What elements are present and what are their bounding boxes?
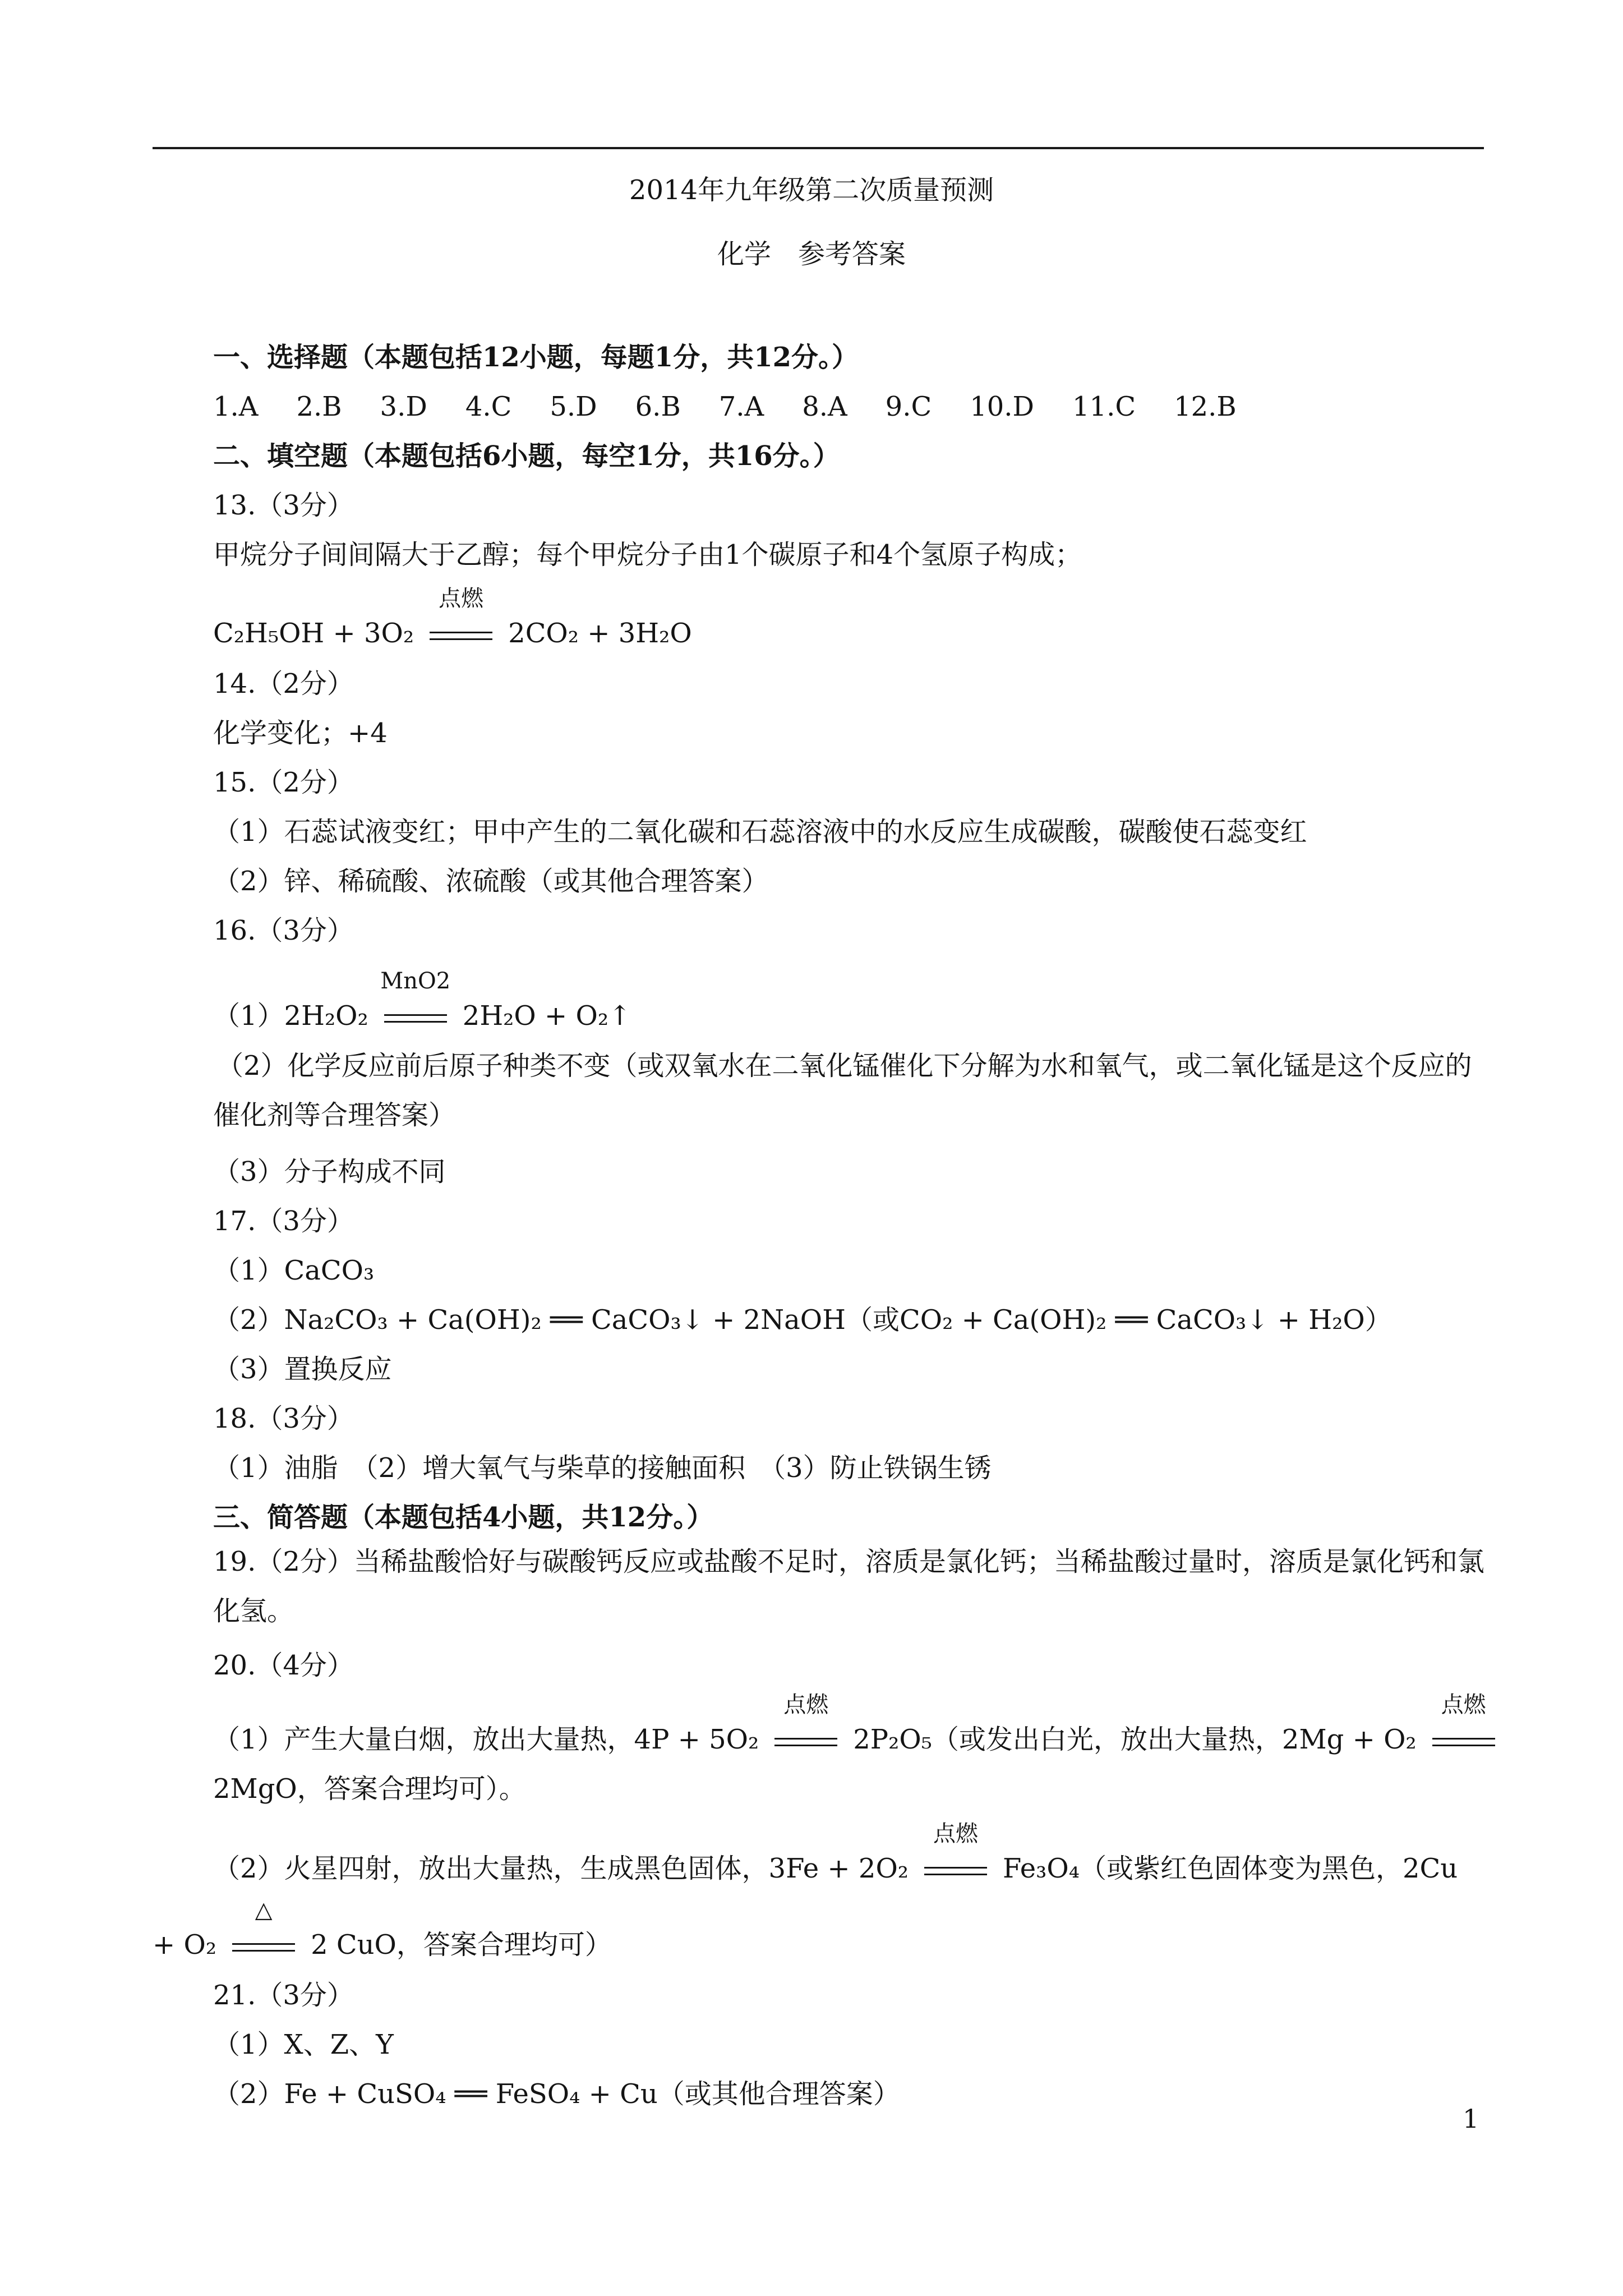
reaction-arrow: MnO2	[376, 1000, 455, 1032]
q16-heading: 16.（3分）	[213, 915, 354, 946]
q18-answer: （1）油脂 （2）增大氧气与柴草的接触面积 （3）防止铁锅生锈	[213, 1452, 992, 1484]
q13-equation: C₂H₅OH + 3O₂ 点燃 2CO₂ + 3H₂O	[213, 586, 692, 649]
reaction-arrow: △	[224, 1929, 303, 1961]
reaction-arrow: 点燃	[422, 617, 500, 650]
reaction-arrow: 点燃	[916, 1852, 995, 1885]
q17-answer-3: （3）置换反应	[213, 1354, 392, 1385]
choice-answers	[213, 390, 1237, 423]
choice-answer: 12.B	[1174, 391, 1237, 422]
choice-answer: 2.B	[296, 391, 342, 422]
choice-answer: 6.B	[635, 391, 681, 422]
page-subtitle: 化学 参考答案	[717, 238, 906, 270]
q13-heading: 13.（3分）	[213, 490, 354, 521]
q14-heading: 14.（2分）	[213, 668, 354, 700]
reaction-arrow: 点燃	[767, 1723, 845, 1756]
q21-answer-1: （1）X、Z、Y	[213, 2029, 394, 2060]
choice-answer: 10.D	[970, 391, 1035, 422]
q20-answer-2: （2）火星四射，放出大量热，生成黑色固体，3Fe + 2O₂ 点燃 Fe₃O₄（或紫红色固体变为黑色，2Cu	[213, 1821, 1458, 1884]
q15-heading: 15.（2分）	[213, 767, 354, 798]
q21-answer-2: （2）Fe + CuSO₄ ══ FeSO₄ + Cu（或其他合理答案）	[213, 2078, 900, 2110]
q14-answer: 化学变化；+4	[213, 717, 388, 749]
q17-answer-2: （2）Na₂CO₃ + Ca(OH)₂ ══ CaCO₃↓ + 2NaOH（或CO₂ + Ca(OH)₂ ══ CaCO₃↓ + H₂O）	[213, 1304, 1392, 1336]
page-number: 1	[1463, 2104, 1479, 2134]
q17-heading: 17.（3分）	[213, 1205, 354, 1237]
q16-answer-3: （3）分子构成不同	[213, 1156, 446, 1188]
section-heading-fill: 二、填空题（本题包括6小题，每空1分，共16分。）	[213, 440, 840, 472]
q20-answer-1: （1）产生大量白烟，放出大量热，4P + 5O₂ 点燃 2P₂O₅（或发出白光，放出大量热，2Mg + O₂ 点燃	[213, 1723, 1511, 1756]
q16-equation: （1）2H₂O₂ MnO2 2H₂O + O₂↑	[213, 968, 631, 1032]
section-heading-short: 三、简答题（本题包括4小题，共12分。）	[213, 1502, 714, 1533]
choice-answer: 7.A	[718, 391, 764, 422]
q15-answer-2: （2）锌、稀硫酸、浓硫酸（或其他合理答案）	[213, 866, 769, 897]
choice-answer: 3.D	[380, 391, 427, 422]
q17-answer-1: （1）CaCO₃	[213, 1255, 375, 1286]
header-rule	[153, 147, 1484, 149]
q16-answer-2: （2）化学反应前后原子种类不变（或双氧水在二氧化锰催化下分解为水和氧气，或二氧化锰是这个反应的催化剂等合理答案）	[213, 1050, 1472, 1131]
q18-heading: 18.（3分）	[213, 1403, 354, 1434]
section-heading-choice: 一、选择题（本题包括12小题，每题1分，共12分。）	[213, 342, 859, 373]
choice-answer: 5.D	[550, 391, 597, 422]
q19-answer: 19.（2分）当稀盐酸恰好与碳酸钙反应或盐酸不足时，溶质是氯化钙；当稀盐酸过量时，溶质是氯化钙和氯化氢。	[213, 1546, 1484, 1627]
q21-heading: 21.（3分）	[213, 1980, 354, 2011]
q20-heading: 20.（4分）	[213, 1650, 354, 1681]
page-title: 2014年九年级第二次质量预测	[629, 174, 994, 206]
q13-answer: 甲烷分子间间隔大于乙醇；每个甲烷分子由1个碳原子和4个氢原子构成；	[213, 539, 1082, 570]
q20-answer-1-cont: 2MgO，答案合理均可）。	[213, 1773, 526, 1805]
q15-answer-1: （1）石蕊试液变红；甲中产生的二氧化碳和石蕊溶液中的水反应生成碳酸，碳酸使石蕊变红	[213, 816, 1307, 848]
choice-answer: 9.C	[885, 391, 932, 422]
choice-answer: 4.C	[465, 391, 512, 422]
reaction-arrow: 点燃	[1424, 1723, 1503, 1756]
q20-answer-2-cont: + O₂ △ 2 CuO，答案合理均可）	[153, 1897, 612, 1961]
choice-answer: 11.C	[1072, 391, 1136, 422]
choice-answer: 1.A	[213, 391, 259, 422]
choice-answer: 8.A	[802, 391, 847, 422]
